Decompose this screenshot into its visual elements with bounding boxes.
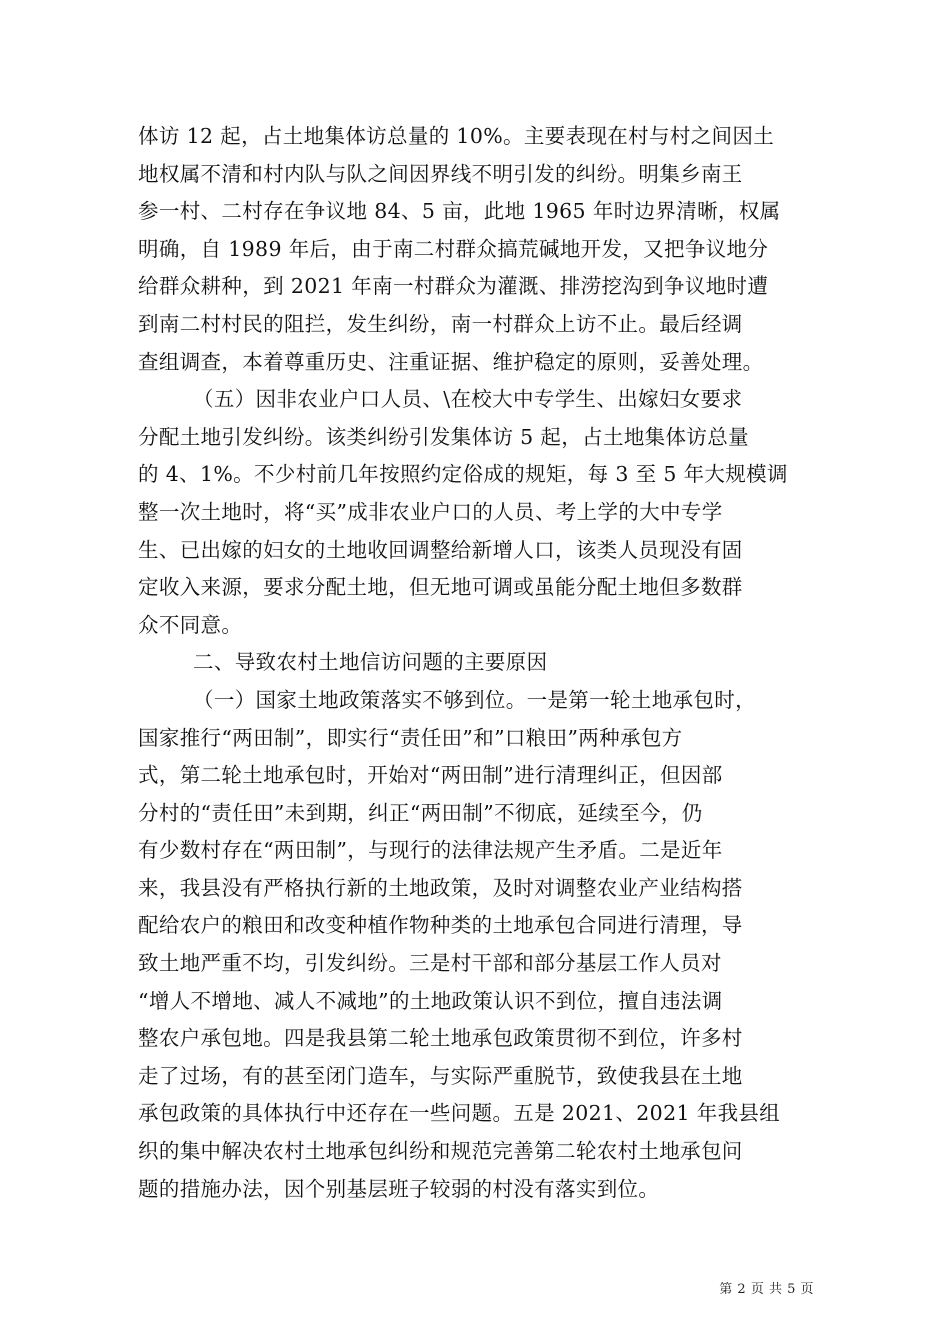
text-line: 来，我县没有严格执行新的土地政策，及时对调整农业产业结构搭 bbox=[138, 875, 743, 900]
text-line: 到南二村村民的阻拦，发生纠纷，南一村群众上访不止。最后经调 bbox=[138, 311, 743, 336]
text-line: 查组调查，本着尊重历史、注重证据、维护稳定的原则，妥善处理。 bbox=[138, 349, 764, 374]
paragraph-start-line: （五）因非农业户口人员、\在校大中专学生、出嫁妇女要求 bbox=[193, 387, 743, 412]
text-line: 式，第二轮土地承包时，开始对“两田制”进行清理纠正，但因部 bbox=[138, 763, 723, 788]
text-line: 给群众耕种，到 2021 年南一村群众为灌溉、排涝挖沟到争议地时遭 bbox=[138, 274, 769, 299]
text-line: 国家推行“两田制”，即实行“责任田”和”口粮田”两种承包方 bbox=[138, 725, 683, 750]
text-line: 承包政策的具体执行中还存在一些问题。五是 2021、2021 年我县组 bbox=[138, 1101, 781, 1126]
paragraph-start-line: （一）国家土地政策落实不够到位。一是第一轮土地承包时， bbox=[193, 687, 756, 712]
text-line: 有少数村存在“两田制”，与现行的法律法规产生矛盾。二是近年 bbox=[138, 838, 723, 863]
text-line: 定收入来源，要求分配土地，但无地可调或虽能分配土地但多数群 bbox=[138, 575, 743, 600]
text-line: 明确，自 1989 年后，由于南二村群众搞荒碱地开发，又把争议地分 bbox=[138, 236, 769, 261]
text-line: 参一村、二村存在争议地 84、5 亩，此地 1965 年时边界清晰，权属 bbox=[138, 199, 781, 224]
text-line: “增人不增地、减人不减地”的土地政策认识不到位，擅自违法调 bbox=[138, 988, 723, 1013]
text-line: 体访 12 起，占土地集体访总量的 10%。主要表现在村与村之间因土 bbox=[138, 124, 775, 148]
text-line: 的 4、1%。不少村前几年按照约定俗成的规矩，每 3 至 5 年大规模调 bbox=[138, 462, 788, 487]
text-line: 整农户承包地。四是我县第二轮土地承包政策贯彻不到位，许多村 bbox=[138, 1026, 743, 1051]
text-line: 地权属不清和村内队与队之间因界线不明引发的纠纷。明集乡南王 bbox=[138, 161, 743, 186]
text-line: 整一次土地时，将“买”成非农业户口的人员、考上学的大中专学 bbox=[138, 499, 723, 524]
text-line: 织的集中解决农村土地承包纠纷和规范完善第二轮农村土地承包问 bbox=[138, 1139, 743, 1164]
text-line: 走了过场，有的甚至闭门造车，与实际严重脱节，致使我县在土地 bbox=[138, 1063, 743, 1088]
document-body bbox=[138, 118, 818, 1208]
text-line: 生、已出嫁的妇女的土地收回调整给新增人口，该类人员现没有固 bbox=[138, 537, 743, 562]
text-line: 题的措施办法，因个别基层班子较弱的村没有落实到位。 bbox=[138, 1176, 660, 1201]
text-line: 众不同意。 bbox=[138, 612, 243, 637]
text-line: 分配土地引发纠纷。该类纠纷引发集体访 5 起，占土地集体访总量 bbox=[138, 424, 749, 449]
text-line: 致土地严重不均，引发纠纷。三是村干部和部分基层工作人员对 bbox=[138, 951, 722, 976]
section-heading: 二、导致农村土地信访问题的主要原因 bbox=[193, 650, 548, 675]
text-line: 分村的“责任田”未到期，纠正“两田制”不彻底，延续至今，仍 bbox=[138, 800, 703, 825]
page-number-footer: 第 2 页 共 5 页 bbox=[719, 1282, 814, 1297]
text-line: 配给农户的粮田和改变种植作物种类的土地承包合同进行清理，导 bbox=[138, 913, 743, 938]
